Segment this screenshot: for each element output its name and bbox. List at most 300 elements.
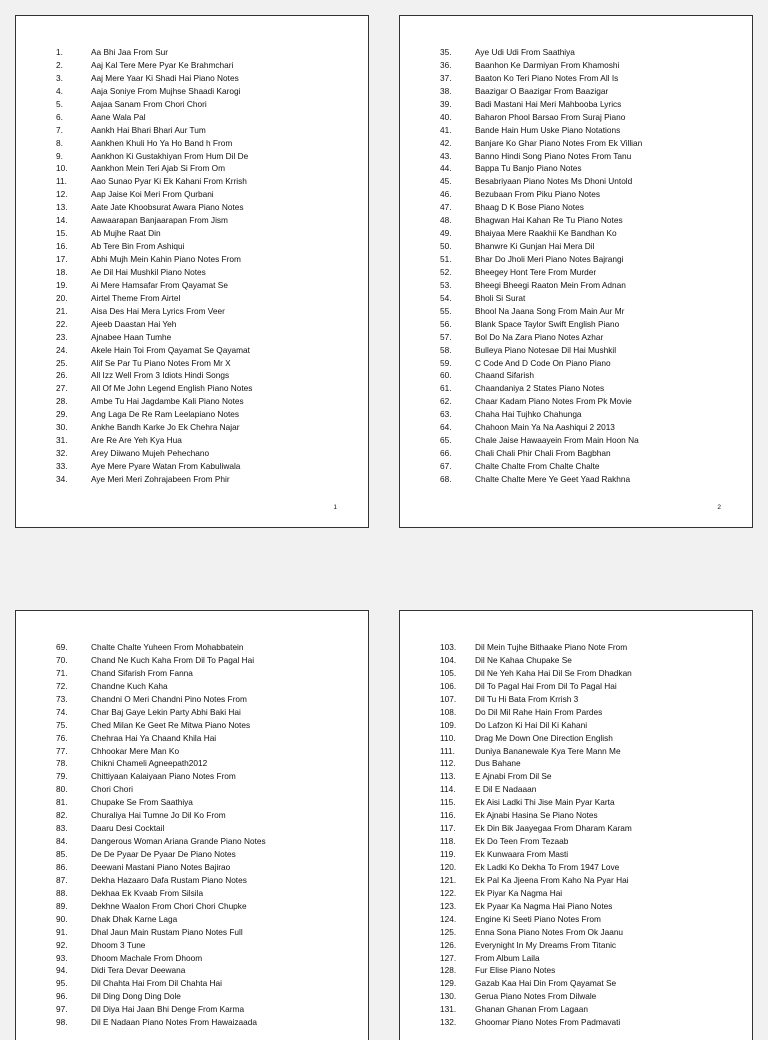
item-title: De De Pyaar De Pyaar De Piano Notes [91, 849, 236, 859]
list-item [56, 861, 366, 874]
item-number: 112. [440, 758, 456, 769]
list-item [440, 162, 750, 175]
list-item [56, 447, 366, 460]
item-title: Chaha Hai Tujhko Chahunga [475, 409, 582, 420]
item-title: Bhaiyaa Mere Raakhii Ke Bandhan Ko [475, 228, 617, 239]
list-item [56, 382, 366, 395]
item-number: 73. [56, 693, 68, 704]
list-item [440, 331, 750, 344]
list-item [56, 369, 366, 382]
item-title: Chupake Se From Saathiya [91, 797, 193, 808]
item-title: Dil Tu Hi Bata From Krrish 3 [475, 693, 579, 704]
list-item [440, 434, 750, 447]
item-number: 89. [56, 900, 68, 911]
item-number: 98. [56, 1017, 68, 1028]
item-title: Bulleya Piano Notesae Dil Hai Mushkil [475, 344, 617, 355]
item-number: 77. [56, 745, 68, 756]
list-item [56, 150, 366, 163]
list-item [56, 977, 366, 990]
item-title: Chalte Chalte Yuheen From Mohabbatein [91, 642, 244, 652]
list-item [56, 434, 366, 447]
item-title: Gazab Kaa Hai Din From Qayamat Se [475, 978, 617, 989]
list-item [440, 175, 750, 188]
item-title: Dil Mein Tujhe Bithaake Piano Note From [475, 642, 628, 652]
item-title: Bhanwre Ki Gunjan Hai Mera Dil [475, 241, 595, 252]
item-number: 64. [440, 422, 452, 433]
item-title: Dhak Dhak Karne Laga [91, 913, 178, 924]
item-number: 4. [56, 85, 63, 96]
item-number: 32. [56, 448, 68, 459]
list-item [56, 732, 366, 745]
item-title: Bhool Na Jaana Song From Main Aur Mr [475, 305, 625, 316]
list-item [440, 964, 750, 977]
list-item [56, 809, 366, 822]
item-number: 116. [440, 810, 456, 821]
list-item [56, 421, 366, 434]
item-number: 9. [56, 150, 63, 161]
item-title: Ajnabee Haan Tumhe [91, 331, 172, 342]
item-title: Chori Chori [91, 784, 133, 795]
item-number: 47. [440, 202, 452, 213]
item-title: Drag Me Down One Direction English [475, 732, 613, 743]
item-number: 58. [440, 344, 452, 355]
item-title: Dhoom 3 Tune [91, 939, 146, 950]
item-title: Ched Milan Ke Geet Re Mitwa Piano Notes [91, 719, 251, 730]
item-title: E Dil E Nadaaan [475, 784, 537, 795]
item-title: Ai Mere Hamsafar From Qayamat Se [91, 279, 228, 290]
list-item [440, 926, 750, 939]
item-title: Ek Aisi Ladki Thi Jise Main Pyar Karta [475, 797, 615, 808]
item-title: Dangerous Woman Ariana Grande Piano Notes [91, 836, 266, 847]
list-item [440, 874, 750, 887]
list-item [440, 990, 750, 1003]
item-number: 44. [440, 163, 452, 174]
list-item [440, 939, 750, 952]
item-title: Baaton Ko Teri Piano Notes From All Is [475, 72, 619, 83]
item-title: Aawaarapan Banjaarapan From Jism [91, 215, 228, 226]
item-number: 43. [440, 150, 452, 161]
item-title: Dil Chahta Hai From Dil Chahta Hai [91, 978, 222, 989]
list-item [56, 990, 366, 1003]
item-number: 39. [440, 98, 452, 109]
list-item [440, 952, 750, 965]
list-item [56, 719, 366, 732]
item-number: 23. [56, 331, 68, 342]
item-title: Aankhon Mein Teri Ajab Si From Om [91, 163, 226, 174]
item-title: Are Re Are Yeh Kya Hua [91, 435, 182, 446]
list-item [56, 59, 366, 72]
item-title: Aaj Kal Tere Mere Pyar Ke Brahmchari [91, 59, 234, 70]
list-item [56, 98, 366, 111]
list-item [56, 46, 366, 59]
item-title: Fur Elise Piano Notes [475, 965, 556, 976]
item-number: 120. [440, 861, 457, 872]
item-title: Ankhe Bandh Karke Jo Ek Chehra Najar [91, 422, 240, 433]
item-title: Chittiyaan Kalaiyaan Piano Notes From [91, 771, 236, 782]
list-item [56, 72, 366, 85]
list-item [440, 1016, 750, 1029]
item-title: Baazigar O Baazigar From Baazigar [475, 85, 609, 96]
item-title: Chalte Chalte Mere Ye Geet Yaad Rakhna [475, 473, 631, 484]
item-number: 8. [56, 137, 63, 148]
item-title: Dil Ding Dong Ding Dole [91, 991, 181, 1002]
list-item [440, 305, 750, 318]
item-number: 72. [56, 680, 68, 691]
item-number: 37. [440, 72, 452, 83]
item-title: Bholi Si Surat [475, 292, 526, 303]
list-item [56, 162, 366, 175]
list-item [56, 848, 366, 861]
item-title: Blank Space Taylor Swift English Piano [475, 318, 620, 329]
item-number: 118. [440, 836, 456, 847]
list-item [56, 137, 366, 150]
list-item [56, 292, 366, 305]
item-number: 68. [440, 473, 452, 484]
list-item [440, 124, 750, 137]
item-number: 114. [440, 784, 456, 795]
item-title: Ab Tere Bin From Ashiqui [91, 241, 185, 252]
list-item [56, 1003, 366, 1016]
item-number: 74. [56, 706, 68, 717]
item-number: 28. [56, 396, 68, 407]
item-number: 26. [56, 370, 68, 381]
item-title: Aankhon Ki Gustakhiyan From Hum Dil De [91, 150, 249, 161]
item-number: 122. [440, 887, 457, 898]
item-title: Bheegey Hont Tere From Murder [475, 266, 597, 277]
item-number: 27. [56, 383, 68, 394]
list-item [440, 59, 750, 72]
document-page [15, 15, 369, 528]
item-number: 36. [440, 59, 452, 70]
item-title: Bappa Tu Banjo Piano Notes [475, 163, 582, 174]
list-item [440, 85, 750, 98]
item-number: 15. [56, 228, 68, 239]
list-item [440, 201, 750, 214]
document-page [399, 15, 753, 528]
list-item [56, 111, 366, 124]
item-title: Bande Hain Hum Uske Piano Notations [475, 124, 621, 135]
list-item [440, 1003, 750, 1016]
item-number: 95. [56, 978, 68, 989]
item-number: 71. [56, 667, 68, 678]
song-list [56, 46, 366, 486]
item-title: Aa Bhi Jaa From Sur [91, 47, 169, 57]
item-title: Aye Meri Meri Zohrajabeen From Phir [91, 473, 230, 484]
item-title: Chand Sifarish From Fanna [91, 667, 193, 678]
item-title: Aajaa Sanam From Chori Chori [91, 98, 207, 109]
item-number: 88. [56, 887, 68, 898]
item-number: 41. [440, 124, 452, 135]
item-number: 84. [56, 836, 68, 847]
list-item [440, 654, 750, 667]
item-number: 60. [440, 370, 452, 381]
item-number: 13. [56, 202, 68, 213]
list-item [56, 1016, 366, 1029]
list-item [440, 46, 750, 59]
list-item [440, 848, 750, 861]
item-title: Everynight In My Dreams From Titanic [475, 939, 617, 950]
item-title: Aao Sunao Pyar Ki Ek Kahani From Krrish [91, 176, 247, 187]
item-title: Baanhon Ke Darmiyan From Khamoshi [475, 59, 620, 70]
item-title: Bol Do Na Zara Piano Notes Azhar [475, 331, 604, 342]
item-number: 108. [440, 706, 457, 717]
item-number: 24. [56, 344, 68, 355]
item-number: 33. [56, 461, 68, 471]
item-number: 69. [56, 642, 68, 652]
page-number: 1 [333, 504, 337, 511]
item-title: All Izz Well From 3 Idiots Hindi Songs [91, 370, 230, 381]
item-title: Ab Mujhe Raat Din [91, 228, 161, 239]
item-number: 14. [56, 215, 68, 226]
list-item [56, 266, 366, 279]
item-title: Didi Tera Devar Deewana [91, 965, 186, 976]
list-item [440, 887, 750, 900]
item-number: 3. [56, 72, 63, 83]
item-title: Chhookar Mere Man Ko [91, 745, 180, 756]
item-title: Char Baj Gaye Lekin Party Abhi Baki Hai [91, 706, 241, 717]
list-item [56, 395, 366, 408]
item-title: Chalte Chalte From Chalte Chalte [475, 461, 600, 471]
item-number: 103. [440, 642, 457, 652]
list-item [56, 357, 366, 370]
item-title: Aye Mere Pyare Watan From Kabuliwala [91, 461, 241, 471]
list-item [440, 732, 750, 745]
item-number: 6. [56, 111, 63, 122]
item-number: 76. [56, 732, 68, 743]
list-item [440, 111, 750, 124]
list-item [56, 253, 366, 266]
item-number: 126. [440, 939, 457, 950]
list-item [56, 757, 366, 770]
page-number: 2 [717, 504, 721, 511]
song-list [440, 46, 750, 486]
item-number: 55. [440, 305, 452, 316]
item-title: Aye Udi Udi From Saathiya [475, 47, 575, 57]
item-number: 93. [56, 952, 68, 963]
item-title: Enna Sona Piano Notes From Ok Jaanu [475, 926, 624, 937]
item-title: Ghoomar Piano Notes From Padmavati [475, 1017, 621, 1028]
item-number: 97. [56, 1004, 68, 1015]
item-title: Akele Hain Toi From Qayamat Se Qayamat [91, 344, 250, 355]
list-item [56, 641, 366, 654]
list-item [440, 667, 750, 680]
list-item [440, 977, 750, 990]
list-item [56, 654, 366, 667]
item-number: 70. [56, 654, 68, 665]
item-title: Ek Ajnabi Hasina Se Piano Notes [475, 810, 598, 821]
song-list [440, 641, 750, 1029]
item-title: C Code And D Code On Piano Piano [475, 357, 611, 368]
item-number: 78. [56, 758, 68, 769]
item-number: 10. [56, 163, 68, 174]
list-item [56, 964, 366, 977]
item-number: 12. [56, 189, 68, 200]
item-number: 49. [440, 228, 452, 239]
item-title: Bezubaan From Piku Piano Notes [475, 189, 600, 200]
item-title: Arey Diiwano Mujeh Pehechano [91, 448, 210, 459]
item-number: 50. [440, 241, 452, 252]
list-item [440, 421, 750, 434]
item-title: E Ajnabi From Dil Se [475, 771, 552, 782]
item-title: Ek Pal Ka Jjeena From Kaho Na Pyar Hai [475, 874, 629, 885]
list-item [440, 822, 750, 835]
item-title: All Of Me John Legend English Piano Notes [91, 383, 253, 394]
item-title: Chahoon Main Ya Na Aashiqui 2 2013 [475, 422, 615, 433]
list-item [440, 214, 750, 227]
list-item [440, 745, 750, 758]
item-number: 20. [56, 292, 68, 303]
list-item [56, 473, 366, 486]
item-title: Dil Ne Kahaa Chupake Se [475, 654, 572, 665]
item-number: 59. [440, 357, 452, 368]
list-item [440, 473, 750, 486]
item-number: 75. [56, 719, 68, 730]
item-number: 22. [56, 318, 68, 329]
item-title: Chikni Chameli Agneepath2012 [91, 758, 208, 769]
list-item [440, 382, 750, 395]
item-title: Aaja Soniye From Mujhse Shaadi Karogi [91, 85, 241, 96]
item-number: 107. [440, 693, 457, 704]
list-item [440, 641, 750, 654]
list-item [56, 214, 366, 227]
item-title: Chali Chali Phir Chali From Bagbhan [475, 448, 611, 459]
item-number: 131. [440, 1004, 457, 1015]
item-number: 25. [56, 357, 68, 368]
list-item [440, 835, 750, 848]
list-item [440, 240, 750, 253]
item-title: Chehraa Hai Ya Chaand Khila Hai [91, 732, 217, 743]
list-item [56, 305, 366, 318]
item-number: 21. [56, 305, 68, 316]
item-title: Aankh Hai Bhari Bhari Aur Tum [91, 124, 206, 135]
list-item [440, 861, 750, 874]
item-number: 51. [440, 254, 452, 264]
list-item [56, 900, 366, 913]
item-number: 35. [440, 47, 452, 57]
item-title: Ang Laga De Re Ram Leelapiano Notes [91, 409, 240, 420]
item-title: Dekhne Waalon From Chori Chori Chupke [91, 900, 247, 911]
list-item [440, 188, 750, 201]
item-title: Aankhen Khuli Ho Ya Ho Band h From [91, 137, 233, 148]
item-number: 80. [56, 784, 68, 795]
list-item [440, 344, 750, 357]
list-item [440, 900, 750, 913]
item-title: Banjare Ko Ghar Piano Notes From Ek Villian [475, 137, 643, 148]
item-title: Banno Hindi Song Piano Notes From Tanu [475, 150, 632, 161]
list-item [56, 706, 366, 719]
item-number: 52. [440, 266, 452, 277]
item-title: Ghanan Ghanan From Lagaan [475, 1004, 589, 1015]
item-title: Deewani Mastani Piano Notes Bajirao [91, 861, 231, 872]
item-title: Dus Bahane [475, 758, 521, 769]
item-number: 127. [440, 952, 457, 963]
list-item [440, 783, 750, 796]
item-title: Chaandaniya 2 States Piano Notes [475, 383, 605, 394]
item-title: Chand Ne Kuch Kaha From Dil To Pagal Hai [91, 654, 255, 665]
item-title: Dhoom Machale From Dhoom [91, 952, 203, 963]
item-number: 57. [440, 331, 452, 342]
list-item [56, 667, 366, 680]
item-number: 113. [440, 771, 456, 782]
item-title: Chandne Kuch Kaha [91, 680, 168, 691]
item-title: Do Lafzon Ki Hai Dil Ki Kahani [475, 719, 588, 730]
item-title: Besabriyaan Piano Notes Ms Dhoni Untold [475, 176, 633, 187]
item-number: 79. [56, 771, 68, 782]
list-item [56, 745, 366, 758]
list-item [440, 680, 750, 693]
item-title: Churaliya Hai Tumne Jo Dil Ko From [91, 810, 226, 821]
list-item [440, 318, 750, 331]
list-item [56, 408, 366, 421]
document-page [399, 610, 753, 1040]
item-number: 56. [440, 318, 452, 329]
item-number: 125. [440, 926, 457, 937]
list-item [440, 150, 750, 163]
item-number: 111. [440, 745, 455, 756]
list-item [56, 331, 366, 344]
list-item [440, 693, 750, 706]
item-number: 48. [440, 215, 452, 226]
item-title: Bhagwan Hai Kahan Re Tu Piano Notes [475, 215, 623, 226]
item-title: Ek Kunwaara From Masti [475, 849, 569, 859]
item-number: 67. [440, 461, 452, 471]
item-title: Ek Piyar Ka Nagma Hai [475, 887, 563, 898]
item-number: 1. [56, 47, 63, 57]
list-item [56, 201, 366, 214]
item-number: 104. [440, 654, 457, 665]
list-item [440, 719, 750, 732]
item-number: 81. [56, 797, 68, 808]
item-number: 29. [56, 409, 68, 420]
list-item [56, 279, 366, 292]
item-number: 83. [56, 823, 68, 834]
item-title: Dekhaa Ek Kvaab From Silsila [91, 887, 204, 898]
list-item [440, 770, 750, 783]
list-item [440, 369, 750, 382]
item-title: Bheegi Bheegi Raaton Mein From Adnan [475, 279, 626, 290]
song-list [56, 641, 366, 1029]
list-item [56, 796, 366, 809]
item-title: Aisa Des Hai Mera Lyrics From Veer [91, 305, 225, 316]
item-number: 18. [56, 266, 68, 277]
item-number: 96. [56, 991, 68, 1002]
list-item [440, 796, 750, 809]
item-title: Ae Dil Hai Mushkil Piano Notes [91, 266, 206, 277]
item-title: Dhal Jaun Main Rustam Piano Notes Full [91, 926, 243, 937]
item-number: 17. [56, 254, 68, 264]
item-title: Ek Pyaar Ka Nagma Hai Piano Notes [475, 900, 613, 911]
item-number: 106. [440, 680, 457, 691]
list-item [56, 887, 366, 900]
list-item [440, 913, 750, 926]
item-title: Bhar Do Jholi Meri Piano Notes Bajrangi [475, 254, 624, 264]
item-number: 82. [56, 810, 68, 821]
list-item [440, 408, 750, 421]
list-item [56, 175, 366, 188]
item-number: 130. [440, 991, 457, 1002]
list-item [440, 447, 750, 460]
item-number: 34. [56, 473, 68, 484]
item-title: Baharon Phool Barsao From Suraj Piano [475, 111, 626, 122]
list-item [56, 344, 366, 357]
item-title: Duniya Bananewale Kya Tere Mann Me [475, 745, 621, 756]
item-number: 45. [440, 176, 452, 187]
item-number: 11. [56, 176, 67, 187]
item-number: 117. [440, 823, 456, 834]
item-title: Chale Jaise Hawaayein From Main Hoon Na [475, 435, 639, 446]
item-number: 92. [56, 939, 68, 950]
item-title: Ek Din Bik Jaayegaa From Dharam Karam [475, 823, 632, 834]
